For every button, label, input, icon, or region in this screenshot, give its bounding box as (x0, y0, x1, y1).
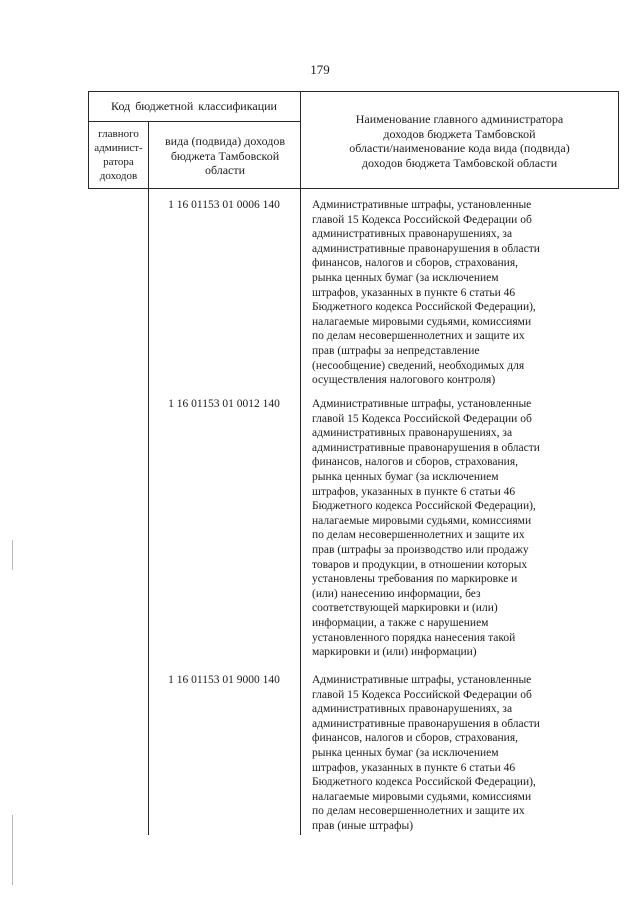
description-line: (или) нанесению информации, без (312, 587, 481, 600)
description-line: налагаемые мировыми судьями, комиссиями (312, 315, 532, 328)
row-description (312, 673, 614, 834)
row-description (312, 198, 614, 388)
description-line: установленного порядка нанесения такой (312, 631, 516, 644)
description-line: Бюджетного кодекса Российской Федерации), (312, 500, 536, 513)
description-line: финансов, налогов и сборов, страхования, (312, 257, 518, 270)
description-line: Административные штрафы, установленные (312, 674, 532, 686)
description-line: административные правонарушения в области (312, 717, 540, 730)
header-col-code-line: области (204, 163, 246, 177)
description-line: Бюджетного кодекса Российской Федерации), (312, 776, 536, 789)
header-col-name-line: доходов бюджета Тамбовской (383, 126, 536, 141)
page-number: 179 (310, 62, 330, 77)
description-line: административные правонарушения в области (312, 242, 540, 255)
description-line: прав (иные штрафы) (312, 819, 414, 832)
description-line: административных правонарушениях, за (312, 427, 513, 440)
header-col-name-line: области/наименование кода вида (подвида) (349, 141, 570, 155)
description-line: штрафов, указанных в пункте 6 статьи 46 (312, 286, 516, 299)
header-col-admin-line: главного (98, 128, 139, 140)
header-col-code-line: вида (подвида) доходов (165, 134, 285, 148)
header-col-admin-line: ратора (103, 156, 134, 168)
scan-margin-mark (12, 540, 13, 570)
description-line: по делам несовершеннолетних и защите их (312, 330, 525, 343)
header-group-title: Код бюджетной классификации (111, 99, 277, 113)
description-line: информации, а также с нарушением (312, 616, 489, 629)
description-line: рынка ценных бумаг (за исключением (312, 746, 499, 759)
description-line: по делам несовершеннолетних и защите их (312, 529, 525, 542)
description-line: главой 15 Кодекса Российской Федерации об (312, 412, 532, 425)
header-subdivider (88, 121, 300, 122)
description-line: по делам несовершеннолетних и защите их (312, 805, 525, 818)
row-code: 1 16 01153 01 9000 140 (168, 674, 280, 686)
header-col-admin-line: админист- (94, 142, 143, 154)
description-line: (несообщение) сведений, необходимых для (312, 359, 525, 372)
description-line: штрафов, указанных в пункте 6 статьи 46 (312, 761, 516, 774)
description-line: осуществления налогового контроля) (312, 374, 496, 387)
description-line: Административные штрафы, установленные (312, 199, 532, 211)
description-line: установлены требования по маркировке и (312, 573, 518, 586)
row-code: 1 16 01153 01 0006 140 (168, 199, 280, 211)
description-line: товаров и продукции, в отношении которых (312, 558, 528, 571)
description-line: главой 15 Кодекса Российской Федерации об (312, 213, 532, 226)
col1-divider (148, 121, 149, 835)
row-code: 1 16 01153 01 0012 140 (168, 398, 280, 410)
header-col-code (150, 134, 300, 178)
header-col-code-line: бюджета Тамбовской (170, 148, 280, 163)
description-line: штрафов, указанных в пункте 6 статьи 46 (312, 485, 516, 498)
scan-margin-mark (12, 815, 13, 885)
description-line: соответствующей маркировки и (или) (312, 602, 498, 615)
description-line: маркировки и (или) информации) (312, 646, 477, 659)
description-line: главой 15 Кодекса Российской Федерации об (312, 688, 532, 701)
description-line: административные правонарушения в области (312, 441, 540, 454)
description-line: Бюджетного кодекса Российской Федерации), (312, 301, 536, 314)
description-line: административных правонарушениях, за (312, 228, 513, 241)
header-col-admin-line: доходов (99, 170, 138, 182)
description-line: прав (штрафы за непредставление (312, 344, 480, 357)
description-line: прав (штрафы за производство или продажу (312, 543, 529, 556)
description-line: налагаемые мировыми судьями, комиссиями (312, 514, 532, 527)
header-col-name-line: Наименование главного администратора (355, 112, 564, 126)
header-col-name (301, 112, 618, 170)
header-col-admin (89, 127, 148, 183)
description-line: Административные штрафы, установленные (312, 398, 532, 410)
col2-divider (300, 91, 301, 835)
header-col-name-line: доходов бюджета Тамбовской области (361, 155, 558, 170)
description-line: финансов, налогов и сборов, страхования, (312, 732, 518, 745)
description-line: рынка ценных бумаг (за исключением (312, 271, 499, 284)
table-right-border (618, 91, 619, 189)
description-line: финансов, налогов и сборов, страхования, (312, 456, 518, 469)
row-description (312, 397, 614, 660)
header-bottom-border (88, 188, 618, 189)
header-top-border (88, 91, 618, 92)
description-line: административных правонарушениях, за (312, 703, 513, 716)
description-line: рынка ценных бумаг (за исключением (312, 470, 499, 483)
description-line: налагаемые мировыми судьями, комиссиями (312, 790, 532, 803)
